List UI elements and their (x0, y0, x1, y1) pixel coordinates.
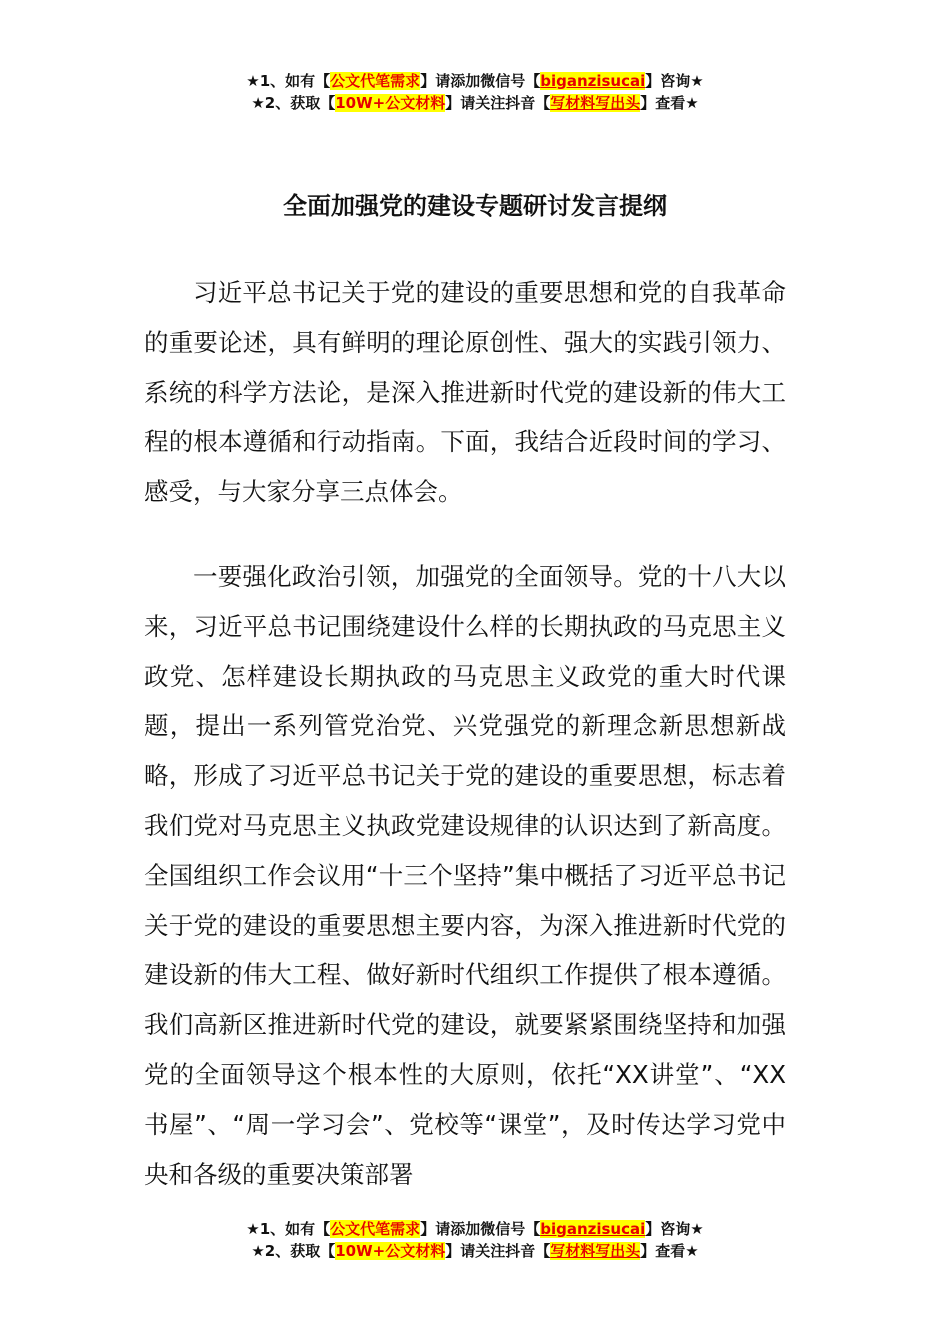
paragraph-point-one: 一要强化政治引领，加强党的全面领导。党的十八大以来，习近平总书记围绕建设什么样的长期执政的马克思主义政党、怎样建设长期执政的马克思主义政党的重大时代课题，提出一系列管党治党、兴党强党的新理念新思想新战略，形成了习近平总书记关于党的建设的重要思想，标志着我们党对马克思主义执政党建设规律的认识达到了新高度。全国组织工作会议用“十三个坚持”集中概括了习近平总书记关于党的建设的重要思想主要内容，为深入推进新时代党的建设新的伟大工程、做好新时代组织工作提供了根本遵循。我们高新区推进新时代党的建设，就要紧紧围绕坚持和加强党的全面领导这个根本性的大原则，依托“XX讲堂”、“XX书屋”、“周一学习会”、党校等“课堂”，及时传达学习党中央和各级的重要决策部署 (144, 562, 786, 1189)
header-banner (0, 70, 950, 114)
highlight-service: 公文代笔需求 (330, 1220, 421, 1238)
footer-banner (0, 1218, 950, 1262)
highlight-materials: 10W+公文材料 (335, 1242, 446, 1260)
highlight-douyin-account: 写材料写出头 (550, 94, 641, 112)
paragraph-intro: 习近平总书记关于党的建设的重要思想和党的自我革命的重要论述，具有鲜明的理论原创性、强大的实践引领力、系统的科学方法论，是深入推进新时代党的建设新的伟大工程的根本遵循和行动指南。下面，我结合近段时间的学习、感受，与大家分享三点体会。 (144, 278, 786, 507)
highlight-service: 公文代笔需求 (330, 72, 421, 90)
banner-line-2: ★2、获取【10W+公文材料】请关注抖音【写材料写出头】查看★ (251, 1242, 699, 1260)
highlight-wechat-id: biganzisucai (540, 1220, 646, 1238)
banner-line-2: ★2、获取【10W+公文材料】请关注抖音【写材料写出头】查看★ (251, 94, 699, 112)
banner-line-1: ★1、如有【公文代笔需求】请添加微信号【biganzisucai】咨询★ (246, 1220, 704, 1238)
highlight-wechat-id: biganzisucai (540, 72, 646, 90)
banner-line-1: ★1、如有【公文代笔需求】请添加微信号【biganzisucai】咨询★ (246, 72, 704, 90)
highlight-douyin-account: 写材料写出头 (550, 1242, 641, 1260)
document-title: 全面加强党的建设专题研讨发言提纲 (283, 192, 667, 220)
highlight-materials: 10W+公文材料 (335, 94, 446, 112)
